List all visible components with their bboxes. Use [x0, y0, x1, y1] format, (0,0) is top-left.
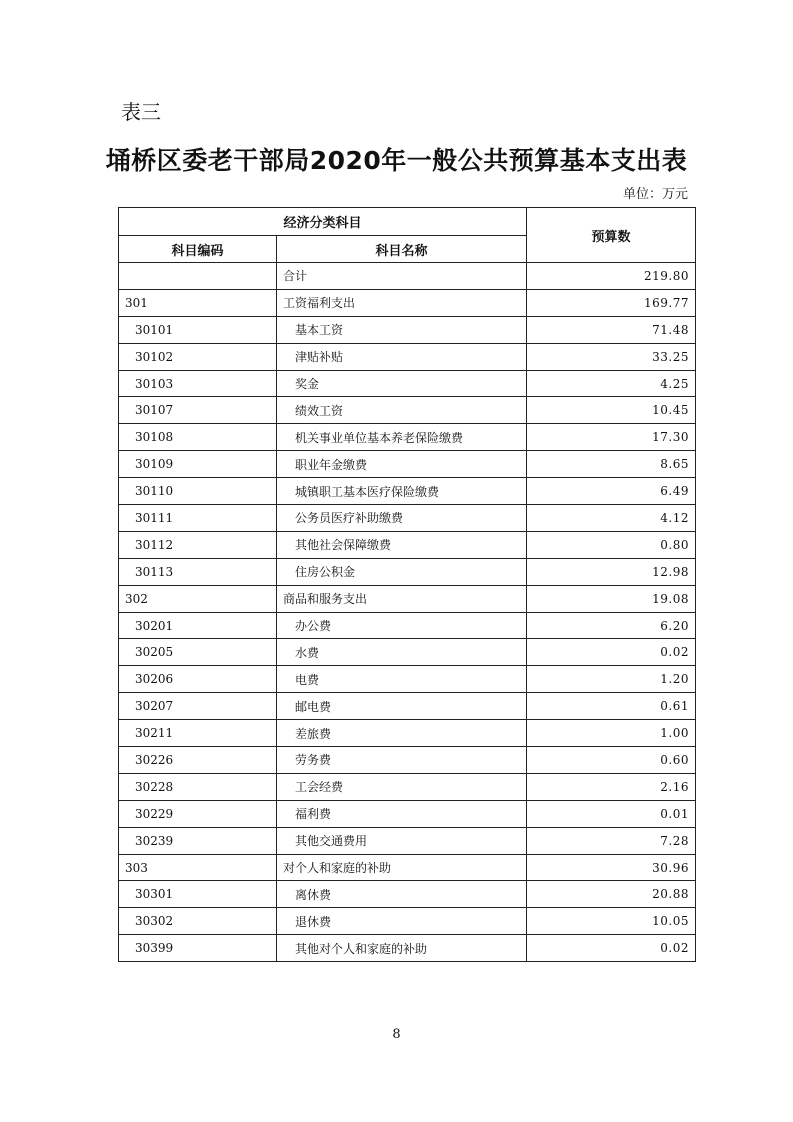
subject-code-cell: 303: [119, 854, 277, 881]
header-subject-name: 科目名称: [277, 236, 527, 263]
subject-code-cell: 30102: [119, 343, 277, 370]
table-body: [119, 263, 696, 962]
table-label: 表三: [121, 100, 161, 124]
header-economic-classification: 经济分类科目: [119, 208, 527, 236]
subject-code-cell: 30107: [119, 397, 277, 424]
table-row: [119, 558, 696, 585]
budget-amount-cell: 7.28: [527, 827, 696, 854]
budget-amount-cell: 4.12: [527, 505, 696, 532]
subject-name-cell: 城镇职工基本医疗保险缴费: [277, 478, 527, 505]
budget-amount-cell: 6.49: [527, 478, 696, 505]
budget-amount-cell: 33.25: [527, 343, 696, 370]
subject-code-cell: 30103: [119, 370, 277, 397]
table-row: [119, 935, 696, 962]
table-row: [119, 585, 696, 612]
budget-amount-cell: 0.60: [527, 747, 696, 774]
subject-code-cell: 30211: [119, 720, 277, 747]
budget-amount-cell: 0.02: [527, 639, 696, 666]
budget-amount-cell: 0.80: [527, 531, 696, 558]
budget-amount-cell: 2.16: [527, 773, 696, 800]
subject-name-cell: 电费: [277, 666, 527, 693]
subject-code-cell: 30207: [119, 693, 277, 720]
table-row: [119, 666, 696, 693]
subject-name-cell: 职业年金缴费: [277, 451, 527, 478]
budget-amount-cell: 219.80: [527, 263, 696, 290]
table-row: [119, 827, 696, 854]
table-row: [119, 505, 696, 532]
subject-name-cell: 津贴补贴: [277, 343, 527, 370]
subject-code-cell: 30399: [119, 935, 277, 962]
header-budget-amount: 预算数: [527, 208, 696, 263]
table-row: [119, 720, 696, 747]
subject-name-cell: 邮电费: [277, 693, 527, 720]
table-row: [119, 773, 696, 800]
subject-code-cell: 30111: [119, 505, 277, 532]
subject-name-cell: 公务员医疗补助缴费: [277, 505, 527, 532]
subject-code-cell: 30110: [119, 478, 277, 505]
budget-amount-cell: 4.25: [527, 370, 696, 397]
budget-amount-cell: 0.01: [527, 800, 696, 827]
table-row: [119, 289, 696, 316]
budget-amount-cell: 19.08: [527, 585, 696, 612]
subject-name-cell: 奖金: [277, 370, 527, 397]
subject-code-cell: 30226: [119, 747, 277, 774]
subject-code-cell: 30101: [119, 316, 277, 343]
table-row: [119, 478, 696, 505]
table-row: [119, 747, 696, 774]
budget-amount-cell: 1.00: [527, 720, 696, 747]
budget-amount-cell: 17.30: [527, 424, 696, 451]
page-title: 埇桥区委老干部局2020年一般公共预算基本支出表: [105, 146, 688, 175]
subject-name-cell: 基本工资: [277, 316, 527, 343]
table-row: [119, 531, 696, 558]
subject-name-cell: 对个人和家庭的补助: [277, 854, 527, 881]
table-row: [119, 800, 696, 827]
subject-code-cell: 30201: [119, 612, 277, 639]
subject-name-cell: 住房公积金: [277, 558, 527, 585]
subject-code-cell: 30205: [119, 639, 277, 666]
subject-name-cell: 绩效工资: [277, 397, 527, 424]
subject-code-cell: [119, 263, 277, 290]
budget-amount-cell: 10.45: [527, 397, 696, 424]
subject-code-cell: 301: [119, 289, 277, 316]
table-row: [119, 424, 696, 451]
subject-name-cell: 合计: [277, 263, 527, 290]
page-number: 8: [392, 1027, 401, 1042]
budget-amount-cell: 169.77: [527, 289, 696, 316]
subject-name-cell: 工会经费: [277, 773, 527, 800]
subject-code-cell: 30112: [119, 531, 277, 558]
subject-code-cell: 302: [119, 585, 277, 612]
subject-code-cell: 30229: [119, 800, 277, 827]
budget-amount-cell: 20.88: [527, 881, 696, 908]
subject-code-cell: 30239: [119, 827, 277, 854]
table-row: [119, 370, 696, 397]
subject-code-cell: 30109: [119, 451, 277, 478]
table-row: [119, 881, 696, 908]
subject-name-cell: 水费: [277, 639, 527, 666]
subject-code-cell: 30113: [119, 558, 277, 585]
table-row: [119, 908, 696, 935]
subject-name-cell: 其他交通费用: [277, 827, 527, 854]
subject-code-cell: 30206: [119, 666, 277, 693]
budget-amount-cell: 71.48: [527, 316, 696, 343]
budget-amount-cell: 12.98: [527, 558, 696, 585]
subject-name-cell: 福利费: [277, 800, 527, 827]
subject-name-cell: 劳务费: [277, 747, 527, 774]
subject-name-cell: 工资福利支出: [277, 289, 527, 316]
subject-name-cell: 机关事业单位基本养老保险缴费: [277, 424, 527, 451]
budget-amount-cell: 10.05: [527, 908, 696, 935]
budget-amount-cell: 6.20: [527, 612, 696, 639]
budget-amount-cell: 0.02: [527, 935, 696, 962]
table-row: [119, 639, 696, 666]
subject-code-cell: 30108: [119, 424, 277, 451]
budget-table: [118, 207, 696, 962]
table-row: [119, 397, 696, 424]
table-row: [119, 343, 696, 370]
budget-amount-cell: 1.20: [527, 666, 696, 693]
subject-name-cell: 办公费: [277, 612, 527, 639]
table-row: [119, 263, 696, 290]
table-row: [119, 612, 696, 639]
budget-amount-cell: 30.96: [527, 854, 696, 881]
subject-name-cell: 商品和服务支出: [277, 585, 527, 612]
subject-name-cell: 离休费: [277, 881, 527, 908]
header-subject-code: 科目编码: [119, 236, 277, 263]
table-row: [119, 316, 696, 343]
subject-code-cell: 30228: [119, 773, 277, 800]
subject-name-cell: 退休费: [277, 908, 527, 935]
subject-name-cell: 其他社会保障缴费: [277, 531, 527, 558]
subject-name-cell: 差旅费: [277, 720, 527, 747]
table-row: [119, 693, 696, 720]
unit-label: 单位：万元: [622, 187, 688, 202]
budget-amount-cell: 8.65: [527, 451, 696, 478]
table-row: [119, 854, 696, 881]
subject-code-cell: 30302: [119, 908, 277, 935]
budget-amount-cell: 0.61: [527, 693, 696, 720]
table-row: [119, 451, 696, 478]
subject-code-cell: 30301: [119, 881, 277, 908]
subject-name-cell: 其他对个人和家庭的补助: [277, 935, 527, 962]
